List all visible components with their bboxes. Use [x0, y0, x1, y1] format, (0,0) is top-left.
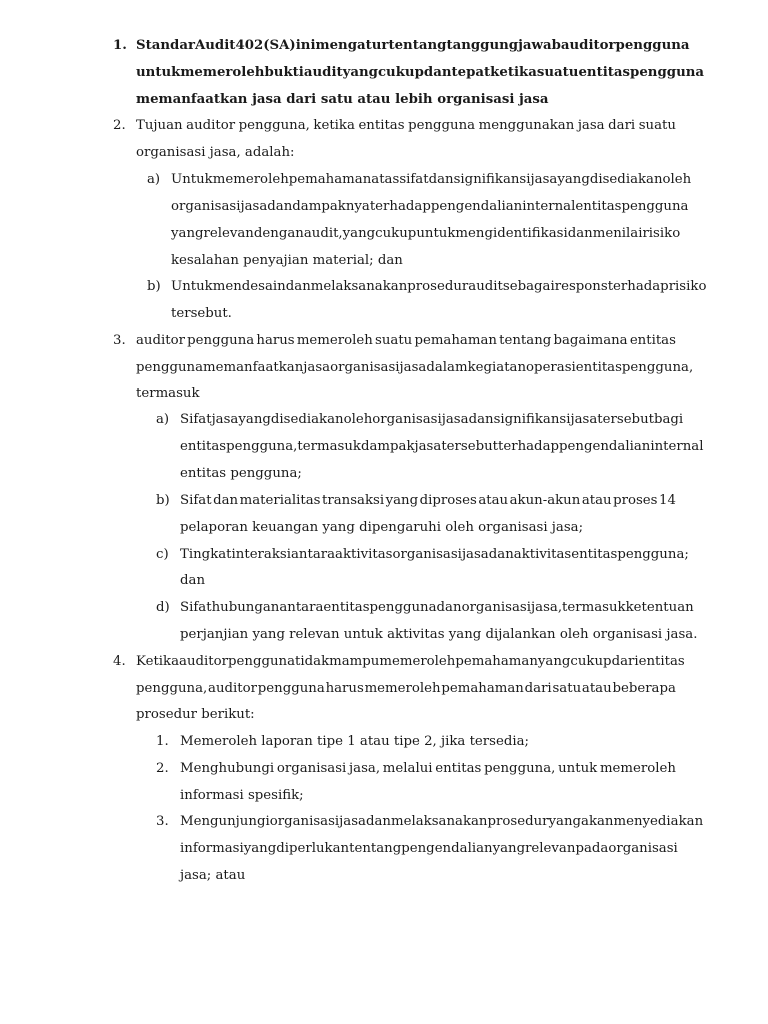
- subitem-text-line: perjanjian yang relevan untuk aktivitas yang dijalankan oleh organisasi jasa.: [180, 627, 698, 642]
- subitem-text-line: organisasi jasa dan dampaknya terhadap pengendalian internal entitas pengguna: [171, 199, 689, 214]
- item-text-line: auditor pengguna harus memeroleh suatu pemahaman tentang bagaimana entitas: [136, 333, 676, 348]
- item-text-line: untuk memeroleh bukti audit yang cukup dan tepat ketika suatu entitas pengguna: [136, 65, 705, 80]
- item-text-line: memanfaatkan jasa dari satu atau lebih organisasi jasa: [136, 92, 549, 107]
- subitem-marker: 3.: [156, 814, 169, 829]
- item-text-line: Tujuan auditor pengguna, ketika entitas pengguna menggunakan jasa dari suatu: [136, 118, 676, 133]
- subitem-text-line: Untuk memeroleh pemahaman atas sifat dan signifikansi jasa yang disediakan oleh: [171, 172, 692, 187]
- subitem-marker: d): [156, 600, 170, 615]
- subitem-text-line: jasa; atau: [180, 868, 246, 883]
- item-text-line: organisasi jasa, adalah:: [136, 145, 295, 160]
- subitem-marker: 1.: [156, 734, 169, 749]
- subitem-text-line: entitas pengguna, termasuk dampak jasa tersebut terhadap pengendalian internal: [180, 439, 704, 454]
- subitem-marker: c): [156, 547, 169, 562]
- subitem-text-line: entitas pengguna;: [180, 466, 302, 481]
- subitem-marker: a): [156, 412, 170, 427]
- item-text-line: termasuk: [136, 386, 200, 401]
- subitem-text-line: Untuk mendesain dan melaksanakan prosedur audit sebagai respons terhadap risiko: [171, 279, 707, 294]
- subitem-text-line: dan: [180, 573, 206, 588]
- subitem-text-line: kesalahan penyajian material; dan: [171, 253, 403, 268]
- subitem-text-line: yang relevan dengan audit, yang cukup untuk mengidentifikasi dan menilai risiko: [171, 226, 681, 241]
- subitem-text-line: Sifat hubungan antara entitas pengguna dan organisasi jasa, termasuk ketentuan: [180, 600, 694, 615]
- item-number: 2.: [113, 118, 126, 133]
- subitem-text-line: Sifat jasa yang disediakan oleh organisasi jasa dan signifikansi jasa tersebut bagi: [180, 412, 684, 427]
- item-number: 1.: [113, 38, 127, 53]
- subitem-text-line: Menghubungi organisasi jasa, melalui entitas pengguna, untuk memeroleh: [180, 761, 676, 776]
- item-text-line: Ketika auditor pengguna tidak mampu memeroleh pemahaman yang cukup dari entitas: [136, 654, 685, 669]
- item-number: 3.: [113, 333, 126, 348]
- subitem-text-line: tersebut.: [171, 306, 232, 321]
- item-text-line: Standar Audit 402 (SA) ini mengatur tentang tanggung jawab auditor pengguna: [136, 38, 690, 53]
- subitem-text-line: Tingkat interaksi antara aktivitas organisasi jasa dan aktivitas entitas pengguna;: [180, 547, 689, 562]
- item-text-line: pengguna, auditor pengguna harus memeroleh pemahaman dari satu atau beberapa: [136, 681, 676, 696]
- subitem-text-line: Memeroleh laporan tipe 1 atau tipe 2, jika tersedia;: [180, 734, 530, 749]
- subitem-text-line: pelaporan keuangan yang dipengaruhi oleh organisasi jasa;: [180, 520, 584, 535]
- subitem-text-line: informasi spesifik;: [180, 788, 304, 803]
- item-number: 4.: [113, 654, 126, 669]
- item-text-line: prosedur berikut:: [136, 707, 255, 722]
- subitem-marker: b): [156, 493, 170, 508]
- subitem-marker: b): [147, 279, 161, 294]
- subitem-text-line: Mengunjungi organisasi jasa dan melaksanakan prosedur yang akan menyediakan: [180, 814, 704, 829]
- subitem-text-line: informasi yang diperlukan tentang pengendalian yang relevan pada organisasi: [180, 841, 678, 856]
- subitem-text-line: Sifat dan materialitas transaksi yang diproses atau akun-akun atau proses 14: [180, 493, 676, 508]
- subitem-marker: 2.: [156, 761, 169, 776]
- subitem-marker: a): [147, 172, 161, 187]
- item-text-line: pengguna memanfaatkan jasa organisasi jasa dalam kegiatan operasi entitas pengguna,: [136, 360, 694, 375]
